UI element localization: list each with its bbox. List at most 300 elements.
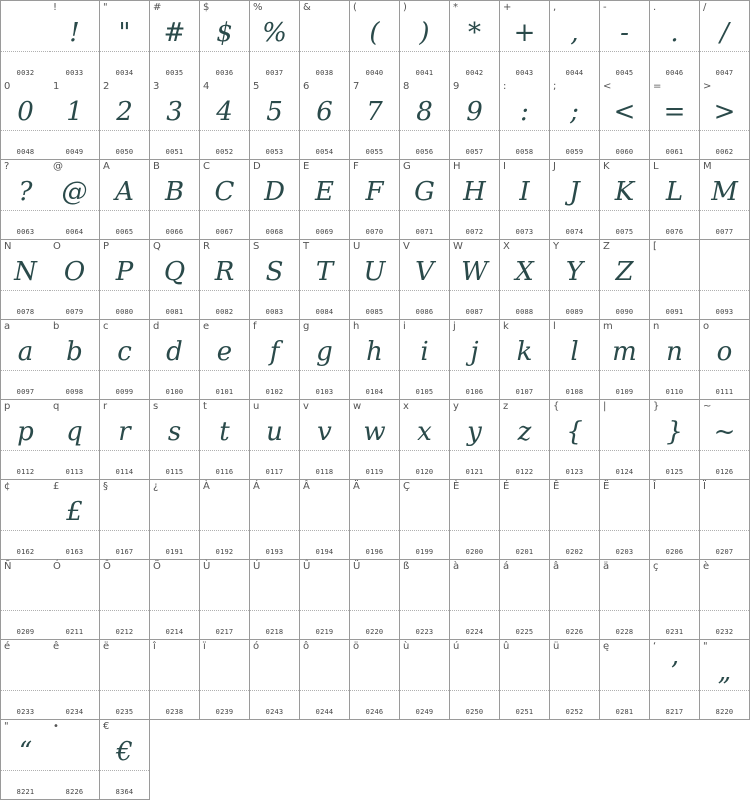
glyph-sample: j xyxy=(470,337,479,367)
glyph-cell-label: : xyxy=(503,81,507,92)
glyph-sample: 3 xyxy=(166,97,183,127)
glyph-code: 0045 xyxy=(615,69,634,77)
glyph-code: 0089 xyxy=(565,308,584,316)
glyph-sample: V xyxy=(415,257,434,287)
baseline-divider xyxy=(600,610,649,611)
baseline-divider xyxy=(100,290,149,291)
glyph-sample: a xyxy=(17,337,34,367)
glyph-cell-label: ß xyxy=(403,561,410,572)
glyph-cell-label: à xyxy=(453,561,460,572)
baseline-divider xyxy=(1,290,50,291)
glyph-code: 0033 xyxy=(65,69,84,77)
baseline-divider xyxy=(550,130,599,131)
glyph-cell xyxy=(500,160,550,240)
glyph-cell-label: Î xyxy=(653,481,656,492)
glyph-cell-label: 1 xyxy=(53,81,60,92)
glyph-cell xyxy=(700,80,750,160)
baseline-divider xyxy=(100,530,149,531)
glyph-cell-label: w xyxy=(353,401,362,412)
glyph-cell xyxy=(300,80,350,160)
glyph-cell xyxy=(550,160,600,240)
glyph-cell xyxy=(0,480,51,560)
glyph-sample: ? xyxy=(18,177,33,207)
baseline-divider xyxy=(200,610,249,611)
baseline-divider xyxy=(600,130,649,131)
glyph-cell-label: < xyxy=(603,81,612,92)
glyph-code: 0228 xyxy=(615,628,634,636)
glyph-cell-label: 4 xyxy=(203,81,210,92)
baseline-divider xyxy=(300,210,349,211)
glyph-code: 0239 xyxy=(215,708,234,716)
glyph-sample xyxy=(450,574,499,610)
glyph-sample: u xyxy=(266,417,283,447)
baseline-divider xyxy=(700,130,749,131)
glyph-cell xyxy=(600,160,650,240)
glyph-cell-label: Ù xyxy=(203,561,211,572)
glyph-code: 8220 xyxy=(715,708,734,716)
glyph-sample: ( xyxy=(369,18,380,48)
glyph-cell xyxy=(500,0,550,81)
glyph-cell xyxy=(100,560,150,640)
baseline-divider xyxy=(700,610,749,611)
baseline-divider xyxy=(300,610,349,611)
glyph-cell-label: l xyxy=(553,321,556,332)
glyph-cell xyxy=(300,0,350,81)
baseline-divider xyxy=(150,690,199,691)
glyph-sample xyxy=(350,654,399,690)
glyph-sample: g xyxy=(316,337,333,367)
glyph-cell-label: o xyxy=(703,321,710,332)
glyph-sample: 5 xyxy=(266,97,283,127)
glyph-cell xyxy=(250,160,300,240)
glyph-sample: } xyxy=(666,417,683,447)
glyph-cell xyxy=(550,640,600,720)
glyph-code: 8217 xyxy=(665,708,684,716)
glyph-code: 0232 xyxy=(715,628,734,636)
baseline-divider xyxy=(50,450,99,451)
glyph-cell-label: Ï xyxy=(703,481,706,492)
glyph-code: 0118 xyxy=(315,468,334,476)
baseline-divider xyxy=(1,130,50,131)
glyph-cell-label: D xyxy=(253,161,261,172)
glyph-cell-label: ô xyxy=(303,641,310,652)
baseline-divider xyxy=(300,690,349,691)
glyph-cell xyxy=(0,640,51,720)
glyph-cell-label: L xyxy=(653,161,659,172)
baseline-divider xyxy=(400,530,449,531)
glyph-code: 0078 xyxy=(16,308,35,316)
glyph-cell-label: ę xyxy=(603,641,610,652)
glyph-sample: M xyxy=(711,177,738,207)
baseline-divider xyxy=(350,210,399,211)
glyph-cell xyxy=(450,640,500,720)
glyph-cell-label: h xyxy=(353,321,360,332)
glyph-cell-label: X xyxy=(503,241,510,252)
glyph-cell-label: é xyxy=(4,641,11,652)
baseline-divider xyxy=(300,530,349,531)
glyph-code: 0082 xyxy=(215,308,234,316)
glyph-cell xyxy=(550,480,600,560)
glyph-sample: i xyxy=(420,337,429,367)
baseline-divider xyxy=(450,690,499,691)
glyph-code: 0199 xyxy=(415,548,434,556)
glyph-cell xyxy=(450,560,500,640)
glyph-cell xyxy=(150,0,200,81)
glyph-sample: £ xyxy=(66,497,83,527)
glyph-sample xyxy=(1,574,50,610)
baseline-divider xyxy=(550,51,599,52)
baseline-divider xyxy=(50,210,99,211)
glyph-sample xyxy=(550,494,599,530)
glyph-code: 0123 xyxy=(565,468,584,476)
glyph-code: 0220 xyxy=(365,628,384,636)
glyph-code: 0088 xyxy=(515,308,534,316)
glyph-cell xyxy=(600,320,650,400)
glyph-cell xyxy=(600,480,650,560)
glyph-code: 0055 xyxy=(365,148,384,156)
glyph-cell xyxy=(250,0,300,81)
glyph-cell xyxy=(50,400,100,480)
glyph-code: 0048 xyxy=(16,148,35,156)
glyph-cell-label: ü xyxy=(553,641,560,652)
glyph-cell xyxy=(150,560,200,640)
glyph-sample xyxy=(600,574,649,610)
glyph-cell-label: * xyxy=(453,2,458,13)
glyph-cell-label: É xyxy=(503,481,510,492)
glyph-sample xyxy=(150,494,199,530)
baseline-divider xyxy=(1,370,50,371)
glyph-cell xyxy=(100,0,150,81)
glyph-cell xyxy=(50,720,100,800)
glyph-code: 0113 xyxy=(65,468,84,476)
glyph-code: 0063 xyxy=(16,228,35,236)
glyph-cell xyxy=(250,400,300,480)
glyph-cell xyxy=(100,240,150,320)
baseline-divider xyxy=(350,51,399,52)
glyph-code: 0034 xyxy=(115,69,134,77)
glyph-cell-label: & xyxy=(303,2,311,13)
glyph-sample xyxy=(600,654,649,690)
glyph-sample: U xyxy=(363,257,386,287)
baseline-divider xyxy=(500,530,549,531)
glyph-sample: t xyxy=(219,417,230,447)
glyph-cell-label: y xyxy=(453,401,459,412)
glyph-sample: 8 xyxy=(416,97,433,127)
glyph-cell xyxy=(100,320,150,400)
glyph-sample xyxy=(550,574,599,610)
glyph-sample xyxy=(50,734,99,770)
glyph-sample: 7 xyxy=(366,97,383,127)
glyph-cell-label: j xyxy=(453,321,456,332)
glyph-cell-label: ) xyxy=(403,2,407,13)
glyph-cell-label: N xyxy=(4,241,12,252)
baseline-divider xyxy=(600,51,649,52)
glyph-code: 0252 xyxy=(565,708,584,716)
glyph-sample xyxy=(400,654,449,690)
glyph-code: 0060 xyxy=(615,148,634,156)
glyph-code: 0052 xyxy=(215,148,234,156)
glyph-code: 0233 xyxy=(16,708,35,716)
baseline-divider xyxy=(650,450,699,451)
baseline-divider xyxy=(450,530,499,531)
glyph-code: 0053 xyxy=(265,148,284,156)
glyph-cell-label: } xyxy=(653,401,660,412)
glyph-code: 0047 xyxy=(715,69,734,77)
glyph-sample: ; xyxy=(570,97,579,127)
glyph-sample: # xyxy=(163,18,186,48)
glyph-code: 0115 xyxy=(165,468,184,476)
baseline-divider xyxy=(50,690,99,691)
glyph-sample: ~ xyxy=(713,417,736,447)
glyph-code: 0085 xyxy=(365,308,384,316)
glyph-code: 0214 xyxy=(165,628,184,636)
glyph-code: 0087 xyxy=(465,308,484,316)
glyph-sample xyxy=(450,654,499,690)
glyph-cell-label: Y xyxy=(553,241,560,252)
glyph-cell-label: È xyxy=(453,481,460,492)
glyph-code: 0119 xyxy=(365,468,384,476)
glyph-sample xyxy=(250,494,299,530)
glyph-cell xyxy=(550,560,600,640)
glyph-code: 0075 xyxy=(615,228,634,236)
glyph-cell xyxy=(250,320,300,400)
baseline-divider xyxy=(50,770,99,771)
glyph-cell-label: V xyxy=(403,241,410,252)
glyph-cell-label: Q xyxy=(153,241,161,252)
baseline-divider xyxy=(400,51,449,52)
glyph-cell xyxy=(700,0,750,81)
glyph-sample: R xyxy=(214,257,235,287)
baseline-divider xyxy=(650,610,699,611)
glyph-code: 0223 xyxy=(415,628,434,636)
glyph-cell xyxy=(0,0,51,81)
glyph-sample: { xyxy=(566,417,583,447)
glyph-sample xyxy=(1,494,50,530)
baseline-divider xyxy=(500,690,549,691)
glyph-code: 0059 xyxy=(565,148,584,156)
glyph-cell-label: á xyxy=(503,561,510,572)
glyph-code: 0124 xyxy=(615,468,634,476)
glyph-code: 0217 xyxy=(215,628,234,636)
glyph-code: 0246 xyxy=(365,708,384,716)
glyph-code: 0249 xyxy=(415,708,434,716)
glyph-cell xyxy=(50,560,100,640)
glyph-code: 0051 xyxy=(165,148,184,156)
glyph-cell-label: F xyxy=(353,161,359,172)
glyph-sample xyxy=(300,494,349,530)
glyph-code: 0224 xyxy=(465,628,484,636)
baseline-divider xyxy=(250,370,299,371)
glyph-cell-label: a xyxy=(4,321,11,332)
glyph-sample xyxy=(500,574,549,610)
glyph-sample: * xyxy=(468,18,481,48)
baseline-divider xyxy=(1,51,50,52)
baseline-divider xyxy=(50,370,99,371)
glyph-code: 0032 xyxy=(16,69,35,77)
glyph-sample xyxy=(700,494,749,530)
glyph-cell xyxy=(250,480,300,560)
glyph-cell xyxy=(50,240,100,320)
baseline-divider xyxy=(500,210,549,211)
baseline-divider xyxy=(150,610,199,611)
glyph-sample: , xyxy=(570,18,579,48)
baseline-divider xyxy=(50,130,99,131)
glyph-sample: X xyxy=(515,257,534,287)
glyph-cell xyxy=(700,480,750,560)
glyph-cell-label: C xyxy=(203,161,210,172)
glyph-cell xyxy=(350,80,400,160)
baseline-divider xyxy=(600,210,649,211)
glyph-code: 0163 xyxy=(65,548,84,556)
baseline-divider xyxy=(100,210,149,211)
glyph-code: 0112 xyxy=(16,468,35,476)
glyph-code: 0225 xyxy=(515,628,534,636)
glyph-code: 0107 xyxy=(515,388,534,396)
glyph-cell-label: ! xyxy=(53,2,58,13)
baseline-divider xyxy=(400,130,449,131)
glyph-code: 0250 xyxy=(465,708,484,716)
baseline-divider xyxy=(650,51,699,52)
glyph-sample: D xyxy=(264,177,285,207)
glyph-cell-label: d xyxy=(153,321,160,332)
glyph-cell-label: U xyxy=(353,241,361,252)
baseline-divider xyxy=(550,530,599,531)
baseline-divider xyxy=(700,370,749,371)
baseline-divider xyxy=(1,770,50,771)
glyph-cell-label: ë xyxy=(103,641,110,652)
glyph-cell xyxy=(650,560,700,640)
glyph-code: 0194 xyxy=(315,548,334,556)
glyph-cell-label: H xyxy=(453,161,461,172)
baseline-divider xyxy=(100,450,149,451)
glyph-cell xyxy=(500,320,550,400)
glyph-cell xyxy=(350,400,400,480)
glyph-cell xyxy=(250,640,300,720)
baseline-divider xyxy=(350,130,399,131)
glyph-sample: 0 xyxy=(17,97,34,127)
glyph-code: 0073 xyxy=(515,228,534,236)
glyph-cell xyxy=(650,240,700,320)
glyph-code: 0037 xyxy=(265,69,284,77)
glyph-cell-label: Ä xyxy=(353,481,360,492)
glyph-sample: ! xyxy=(69,18,80,48)
glyph-sample xyxy=(550,654,599,690)
glyph-code: 0125 xyxy=(665,468,684,476)
glyph-code: 0036 xyxy=(215,69,234,77)
baseline-divider xyxy=(150,130,199,131)
glyph-sample: q xyxy=(66,417,83,447)
glyph-sample: 9 xyxy=(466,97,483,127)
glyph-cell-label: ‘ xyxy=(653,641,657,652)
glyph-cell xyxy=(350,240,400,320)
baseline-divider xyxy=(600,530,649,531)
glyph-code: 0243 xyxy=(265,708,284,716)
glyph-sample: = xyxy=(663,97,686,127)
glyph-sample: m xyxy=(612,337,637,367)
glyph-cell xyxy=(150,240,200,320)
glyph-code: 0069 xyxy=(315,228,334,236)
baseline-divider xyxy=(550,690,599,691)
glyph-cell-label: € xyxy=(103,721,110,732)
baseline-divider xyxy=(350,610,399,611)
baseline-divider xyxy=(50,290,99,291)
glyph-cell-label: M xyxy=(703,161,712,172)
glyph-sample: w xyxy=(363,417,386,447)
glyph-cell-label: , xyxy=(553,2,557,13)
glyph-sample xyxy=(350,574,399,610)
baseline-divider xyxy=(550,370,599,371)
glyph-cell-label: • xyxy=(53,721,59,732)
baseline-divider xyxy=(400,370,449,371)
baseline-divider xyxy=(250,130,299,131)
baseline-divider xyxy=(100,51,149,52)
glyph-cell-label: À xyxy=(203,481,210,492)
glyph-sample xyxy=(400,574,449,610)
glyph-cell xyxy=(600,240,650,320)
glyph-cell xyxy=(400,320,450,400)
glyph-sample xyxy=(250,574,299,610)
glyph-cell-label: u xyxy=(253,401,260,412)
glyph-code: 0103 xyxy=(315,388,334,396)
glyph-code: 0104 xyxy=(365,388,384,396)
glyph-code: 0044 xyxy=(565,69,584,77)
glyph-sample: S xyxy=(265,257,284,287)
glyph-sample: o xyxy=(716,337,733,367)
baseline-divider xyxy=(200,210,249,211)
glyph-sample xyxy=(300,15,349,51)
glyph-cell-label: z xyxy=(503,401,509,412)
glyph-code: 0105 xyxy=(415,388,434,396)
glyph-sample: K xyxy=(614,177,635,207)
glyph-cell xyxy=(600,640,650,720)
baseline-divider xyxy=(650,210,699,211)
glyph-code: 0212 xyxy=(115,628,134,636)
baseline-divider xyxy=(550,450,599,451)
baseline-divider xyxy=(300,51,349,52)
glyph-code: 0203 xyxy=(615,548,634,556)
glyph-sample: / xyxy=(720,18,729,48)
baseline-divider xyxy=(250,51,299,52)
glyph-cell-label: > xyxy=(703,81,712,92)
glyph-cell xyxy=(200,80,250,160)
glyph-code: 0238 xyxy=(165,708,184,716)
glyph-sample: 6 xyxy=(316,97,333,127)
baseline-divider xyxy=(200,130,249,131)
glyph-sample: z xyxy=(517,417,532,447)
glyph-code: 0061 xyxy=(665,148,684,156)
glyph-cell xyxy=(600,560,650,640)
baseline-divider xyxy=(250,610,299,611)
baseline-divider xyxy=(250,530,299,531)
glyph-sample: O xyxy=(63,257,86,287)
glyph-cell-label: Ê xyxy=(553,481,560,492)
glyph-code: 0106 xyxy=(465,388,484,396)
baseline-divider xyxy=(200,51,249,52)
glyph-cell-label: + xyxy=(503,2,512,13)
glyph-cell-label: Ö xyxy=(153,561,161,572)
glyph-code: 0162 xyxy=(16,548,35,556)
baseline-divider xyxy=(450,130,499,131)
baseline-divider xyxy=(250,290,299,291)
glyph-cell-label: q xyxy=(53,401,60,412)
glyph-sample: L xyxy=(665,177,684,207)
glyph-cell-label: - xyxy=(603,2,607,13)
glyph-sample xyxy=(500,494,549,530)
glyph-cell xyxy=(50,80,100,160)
glyph-cell xyxy=(200,480,250,560)
glyph-code: 0120 xyxy=(415,468,434,476)
glyph-cell-label: ó xyxy=(253,641,260,652)
